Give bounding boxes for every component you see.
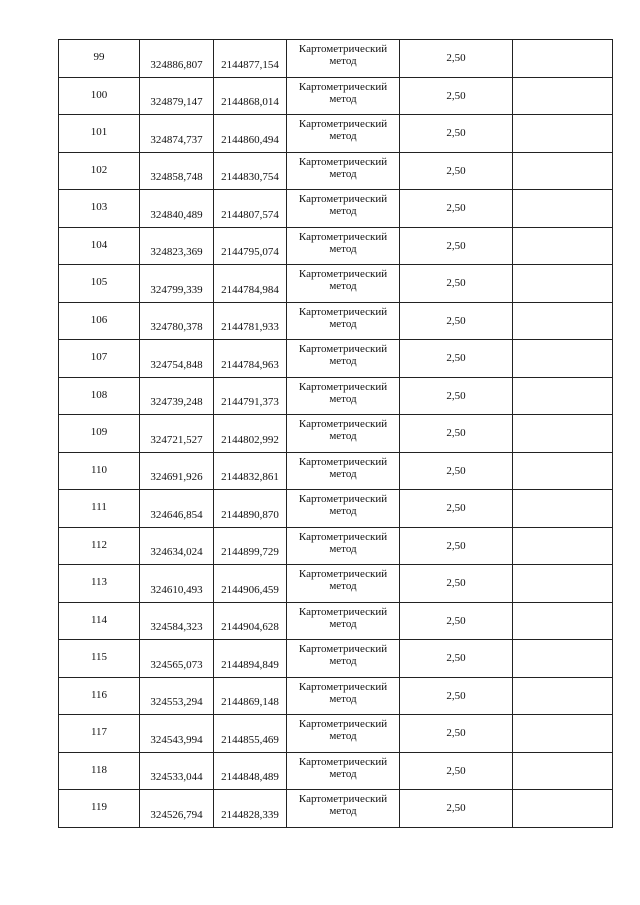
point-number-cell: 110 (59, 452, 140, 490)
x-coordinate-cell: 324584,323 (140, 602, 214, 640)
accuracy-cell: 2,50 (400, 340, 513, 378)
table-row (59, 640, 613, 678)
y-coordinate-cell: 2144848,489 (214, 752, 287, 790)
x-coordinate-cell: 324526,794 (140, 790, 214, 828)
point-number-cell: 101 (59, 115, 140, 153)
point-number-cell: 114 (59, 602, 140, 640)
point-number-cell: 99 (59, 40, 140, 78)
y-coordinate-cell: 2144830,754 (214, 152, 287, 190)
method-cell: Картометрический метод (287, 640, 400, 678)
y-coordinate-cell: 2144802,992 (214, 415, 287, 453)
point-number-cell: 107 (59, 340, 140, 378)
y-coordinate-cell: 2144855,469 (214, 715, 287, 753)
accuracy-cell: 2,50 (400, 452, 513, 490)
x-coordinate-cell: 324886,807 (140, 40, 214, 78)
x-coordinate-cell: 324691,926 (140, 452, 214, 490)
point-number-cell: 104 (59, 227, 140, 265)
table-row (59, 677, 613, 715)
point-number-cell: 119 (59, 790, 140, 828)
accuracy-cell: 2,50 (400, 790, 513, 828)
method-cell: Картометрический метод (287, 752, 400, 790)
x-coordinate-cell: 324823,369 (140, 227, 214, 265)
x-coordinate-cell: 324610,493 (140, 565, 214, 603)
x-coordinate-cell: 324553,294 (140, 677, 214, 715)
note-cell (513, 490, 613, 528)
note-cell (513, 227, 613, 265)
x-coordinate-cell: 324565,073 (140, 640, 214, 678)
method-cell: Картометрический метод (287, 302, 400, 340)
point-number-cell: 112 (59, 527, 140, 565)
x-coordinate-cell: 324858,748 (140, 152, 214, 190)
method-cell: Картометрический метод (287, 265, 400, 303)
note-cell (513, 77, 613, 115)
y-coordinate-cell: 2144828,339 (214, 790, 287, 828)
x-coordinate-cell: 324840,489 (140, 190, 214, 228)
point-number-cell: 103 (59, 190, 140, 228)
table-row (59, 602, 613, 640)
y-coordinate-cell: 2144832,861 (214, 452, 287, 490)
y-coordinate-cell: 2144860,494 (214, 115, 287, 153)
note-cell (513, 415, 613, 453)
table-row (59, 190, 613, 228)
x-coordinate-cell: 324739,248 (140, 377, 214, 415)
table-row (59, 77, 613, 115)
y-coordinate-cell: 2144868,014 (214, 77, 287, 115)
accuracy-cell: 2,50 (400, 265, 513, 303)
table-row (59, 340, 613, 378)
y-coordinate-cell: 2144784,963 (214, 340, 287, 378)
note-cell (513, 190, 613, 228)
table-row (59, 227, 613, 265)
accuracy-cell: 2,50 (400, 715, 513, 753)
accuracy-cell: 2,50 (400, 415, 513, 453)
accuracy-cell: 2,50 (400, 490, 513, 528)
method-cell: Картометрический метод (287, 340, 400, 378)
y-coordinate-cell: 2144784,984 (214, 265, 287, 303)
y-coordinate-cell: 2144795,074 (214, 227, 287, 265)
x-coordinate-cell: 324879,147 (140, 77, 214, 115)
accuracy-cell: 2,50 (400, 40, 513, 78)
point-number-cell: 106 (59, 302, 140, 340)
table-row (59, 527, 613, 565)
note-cell (513, 752, 613, 790)
method-cell: Картометрический метод (287, 40, 400, 78)
method-cell: Картометрический метод (287, 115, 400, 153)
note-cell (513, 640, 613, 678)
y-coordinate-cell: 2144791,373 (214, 377, 287, 415)
x-coordinate-cell: 324634,024 (140, 527, 214, 565)
accuracy-cell: 2,50 (400, 115, 513, 153)
note-cell (513, 377, 613, 415)
point-number-cell: 100 (59, 77, 140, 115)
note-cell (513, 340, 613, 378)
note-cell (513, 40, 613, 78)
coordinates-table-body (59, 40, 613, 828)
point-number-cell: 115 (59, 640, 140, 678)
table-row (59, 790, 613, 828)
method-cell: Картометрический метод (287, 415, 400, 453)
method-cell: Картометрический метод (287, 527, 400, 565)
table-row (59, 40, 613, 78)
accuracy-cell: 2,50 (400, 565, 513, 603)
table-row (59, 490, 613, 528)
x-coordinate-cell: 324543,994 (140, 715, 214, 753)
table-row (59, 452, 613, 490)
y-coordinate-cell: 2144906,459 (214, 565, 287, 603)
method-cell: Картометрический метод (287, 677, 400, 715)
accuracy-cell: 2,50 (400, 152, 513, 190)
note-cell (513, 115, 613, 153)
table-row (59, 377, 613, 415)
y-coordinate-cell: 2144807,574 (214, 190, 287, 228)
x-coordinate-cell: 324721,527 (140, 415, 214, 453)
x-coordinate-cell: 324874,737 (140, 115, 214, 153)
note-cell (513, 790, 613, 828)
method-cell: Картометрический метод (287, 490, 400, 528)
note-cell (513, 152, 613, 190)
x-coordinate-cell: 324646,854 (140, 490, 214, 528)
x-coordinate-cell: 324780,378 (140, 302, 214, 340)
y-coordinate-cell: 2144904,628 (214, 602, 287, 640)
accuracy-cell: 2,50 (400, 640, 513, 678)
accuracy-cell: 2,50 (400, 190, 513, 228)
table-row (59, 152, 613, 190)
x-coordinate-cell: 324533,044 (140, 752, 214, 790)
method-cell: Картометрический метод (287, 377, 400, 415)
method-cell: Картометрический метод (287, 190, 400, 228)
point-number-cell: 117 (59, 715, 140, 753)
method-cell: Картометрический метод (287, 452, 400, 490)
accuracy-cell: 2,50 (400, 602, 513, 640)
table-row (59, 565, 613, 603)
note-cell (513, 565, 613, 603)
accuracy-cell: 2,50 (400, 677, 513, 715)
method-cell: Картометрический метод (287, 77, 400, 115)
note-cell (513, 265, 613, 303)
point-number-cell: 116 (59, 677, 140, 715)
table-row (59, 415, 613, 453)
x-coordinate-cell: 324754,848 (140, 340, 214, 378)
note-cell (513, 527, 613, 565)
method-cell: Картометрический метод (287, 790, 400, 828)
point-number-cell: 109 (59, 415, 140, 453)
point-number-cell: 108 (59, 377, 140, 415)
note-cell (513, 715, 613, 753)
accuracy-cell: 2,50 (400, 377, 513, 415)
method-cell: Картометрический метод (287, 227, 400, 265)
y-coordinate-cell: 2144899,729 (214, 527, 287, 565)
point-number-cell: 111 (59, 490, 140, 528)
table-row (59, 302, 613, 340)
accuracy-cell: 2,50 (400, 77, 513, 115)
method-cell: Картометрический метод (287, 152, 400, 190)
method-cell: Картометрический метод (287, 602, 400, 640)
y-coordinate-cell: 2144890,870 (214, 490, 287, 528)
accuracy-cell: 2,50 (400, 752, 513, 790)
point-number-cell: 105 (59, 265, 140, 303)
accuracy-cell: 2,50 (400, 227, 513, 265)
accuracy-cell: 2,50 (400, 527, 513, 565)
point-number-cell: 118 (59, 752, 140, 790)
y-coordinate-cell: 2144781,933 (214, 302, 287, 340)
note-cell (513, 302, 613, 340)
table-row (59, 715, 613, 753)
note-cell (513, 677, 613, 715)
table-row (59, 265, 613, 303)
accuracy-cell: 2,50 (400, 302, 513, 340)
method-cell: Картометрический метод (287, 565, 400, 603)
y-coordinate-cell: 2144877,154 (214, 40, 287, 78)
point-number-cell: 113 (59, 565, 140, 603)
table-row (59, 752, 613, 790)
method-cell: Картометрический метод (287, 715, 400, 753)
x-coordinate-cell: 324799,339 (140, 265, 214, 303)
note-cell (513, 602, 613, 640)
coordinates-table (58, 39, 613, 828)
y-coordinate-cell: 2144894,849 (214, 640, 287, 678)
point-number-cell: 102 (59, 152, 140, 190)
table-row (59, 115, 613, 153)
note-cell (513, 452, 613, 490)
y-coordinate-cell: 2144869,148 (214, 677, 287, 715)
